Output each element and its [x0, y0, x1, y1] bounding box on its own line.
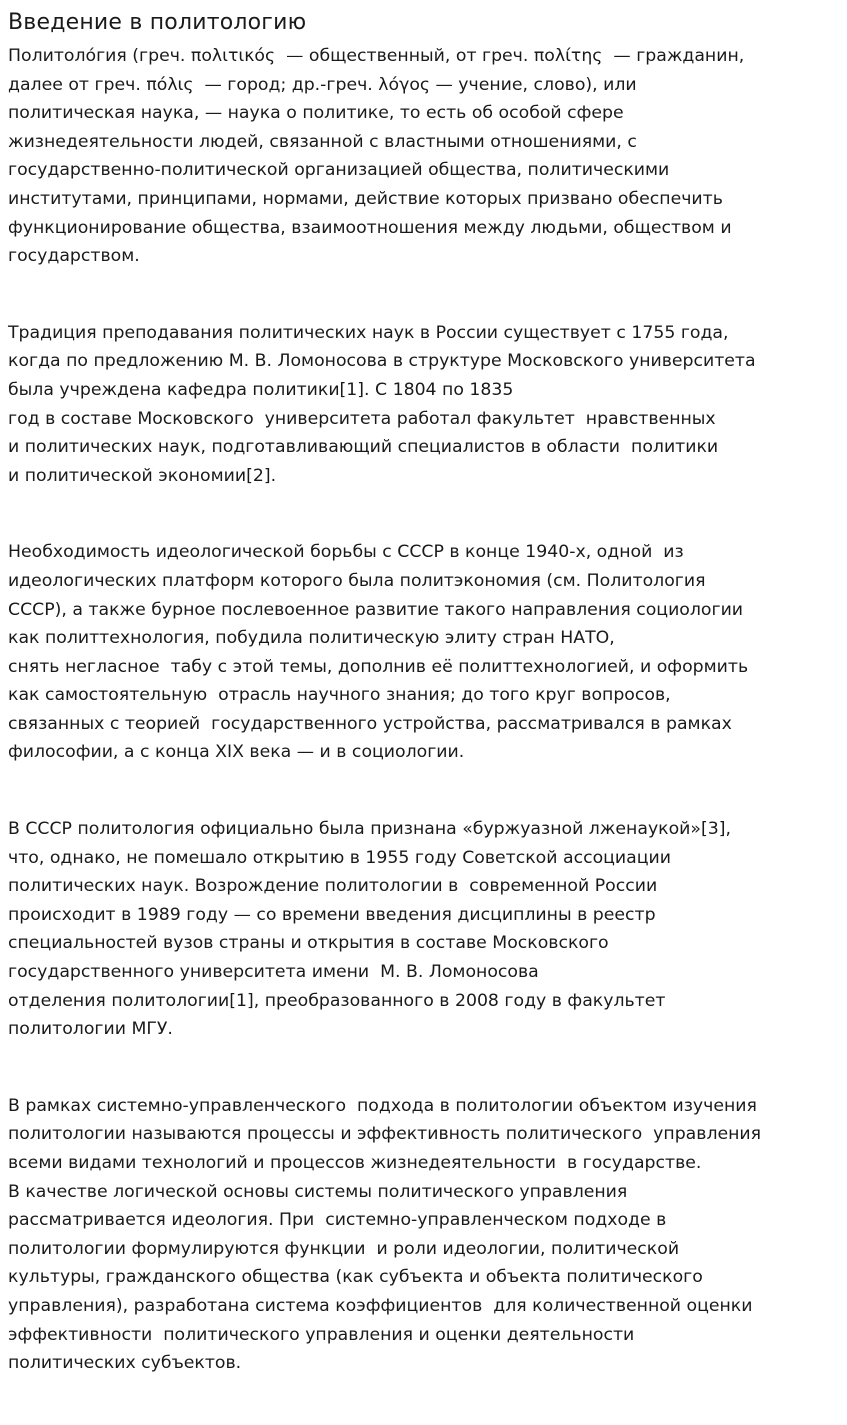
paragraph-line: государственного университета имени М. В. Ломоносова	[8, 962, 539, 983]
paragraph-line: культуры, гражданского общества (как субъекта и объекта политического	[8, 1267, 703, 1288]
paragraph-line: функционирование общества, взаимоотношения между людьми, обществом и	[8, 217, 732, 238]
paragraph-russia-tradition	[8, 319, 839, 491]
paragraph-line: Политоло́гия (греч. πολιτικός — общественный, от греч. πολίτης — гражданин,	[8, 46, 745, 66]
paragraph-line: В СССР политология официально была признана «буржуазной лженаукой»[3],	[8, 819, 731, 840]
paragraph-line: государственно-политической организацией общества, политическими	[8, 160, 670, 181]
paragraph-line: была учреждена кафедра политики[1]. С 1804 по 1835	[8, 379, 514, 400]
paragraph-spacer	[8, 1044, 839, 1092]
paragraph-line: СССР), а также бурное послевоенное развитие такого направления социологии	[8, 599, 744, 620]
paragraph-spacer	[8, 271, 839, 319]
paragraph-spacer	[8, 490, 839, 538]
paragraph-line: жизнедеятельности людей, связанной с властными отношениями, с	[8, 131, 637, 152]
paragraph-line: и политических наук, подготавливающий специалистов в области политики	[8, 437, 719, 458]
paragraph-line: происходит в 1989 году — со времени введения дисциплины в реестр	[8, 904, 656, 925]
paragraph-line: политологии МГУ.	[8, 1019, 173, 1040]
paragraph-line: эффективности политического управления и оценки деятельности	[8, 1324, 635, 1345]
paragraph-line: Традиция преподавания политических наук в России существует с 1755 года,	[8, 322, 729, 343]
paragraph-line: всеми видами технологий и процессов жизнедеятельности в государстве.	[8, 1153, 702, 1173]
paragraph-line: связанных с теорией государственного устройства, рассматривался в рамках	[8, 713, 732, 734]
paragraph-line: политических субъектов.	[8, 1353, 242, 1374]
paragraph-line: что, однако, не помешало открытию в 1955 году Советской ассоциации	[8, 847, 671, 868]
paragraph-line: специальностей вузов страны и открытия в составе Московского	[8, 933, 609, 954]
paragraph-line: государством.	[8, 246, 140, 267]
paragraph-ideological-struggle	[8, 538, 839, 767]
paragraph-line: снять негласное табу с этой темы, дополнив её политтехнологией, и оформить	[8, 656, 749, 677]
paragraph-line: Необходимость идеологической борьбы с СССР в конце 1940-х, одной из	[8, 542, 684, 563]
paragraph-line: год в составе Московского университета работал факультет нравственных	[8, 408, 716, 429]
paragraph-line: далее от греч. πόλις — город; др.-греч. λόγος — учение, слово), или	[8, 74, 637, 95]
paragraph-line: управления), разработана система коэффициентов для количественной оценки	[8, 1295, 753, 1316]
paragraph-line: институтами, принципами, нормами, действие которых призвано обеспечить	[8, 188, 723, 209]
paragraph-line: В рамках системно-управленческого подхода в политологии объектом изучения	[8, 1095, 757, 1116]
page-title: Введение в политологию	[8, 10, 307, 35]
paragraph-spacer	[8, 767, 839, 815]
paragraph-line: политологии называются процессы и эффективность политического управления	[8, 1124, 762, 1145]
paragraph-line: политологии формулируются функции и роли идеологии, политической	[8, 1238, 680, 1259]
paragraph-line: отделения политологии[1], преобразованного в 2008 году в факультет	[8, 990, 666, 1011]
paragraph-line: как самостоятельную отрасль научного знания; до того круг вопросов,	[8, 685, 671, 706]
paragraph-line: рассматривается идеология. При системно-управленческом подходе в	[8, 1210, 667, 1231]
paragraph-line: политических наук. Возрождение политологии в современной России	[8, 876, 658, 897]
paragraph-line: философии, а с конца XIX века — и в социологии.	[8, 742, 465, 763]
paragraph-line: и политической экономии[2].	[8, 465, 277, 486]
paragraph-line: В качестве логической основы системы политического управления	[8, 1181, 628, 1202]
paragraph-line: как политтехнология, побудила политическую элиту стран НАТО,	[8, 628, 615, 649]
paragraph-line: идеологических платформ которого была политэкономия (см. Политология	[8, 570, 706, 591]
paragraph-definition	[8, 42, 839, 271]
paragraph-line: когда по предложению М. В. Ломоносова в структуре Московского университета	[8, 351, 756, 372]
paragraph-line: политическая наука, — наука о политике, то есть об особой сфере	[8, 103, 624, 124]
paragraph-ussr	[8, 815, 839, 1044]
paragraph-systems-management	[8, 1092, 839, 1378]
